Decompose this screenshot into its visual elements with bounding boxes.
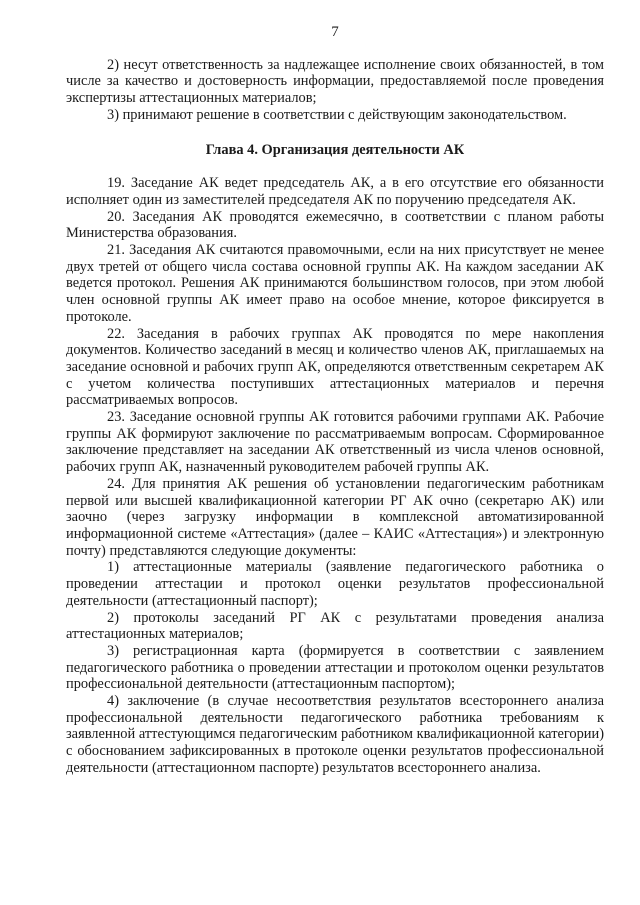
paragraph-top-1: 2) несут ответственность за надлежащее исполнение своих обязанностей, в том числе за качество и достоверность информации, предоставляемой после проведения экспертизы аттестационных материалов;: [66, 56, 604, 107]
list-item-1: 1) аттестационные материалы (заявление педагогического работника о проведении аттестации и протокол оценки результатов профессиональной деятельности (аттестационный паспорт);: [66, 559, 604, 609]
chapter-title: Глава 4. Организация деятельности АК: [205, 141, 465, 158]
paragraph-19: 19. Заседание АК ведет председатель АК, а в его отсутствие его обязанности исполняет один из заместителей председателя АК по поручению председателя АК.: [66, 175, 604, 208]
paragraph-22: 22. Заседания в рабочих группах АК проводятся по мере накопления документов. Количество заседаний в месяц и количество членов АК, приглашаемых на заседание основной и рабочих групп АК, определяются ответственным секретарем АК с учетом количества поступивших аттестационных материалов и перечня рассматриваемых вопросов.: [66, 325, 604, 409]
list-item-2: 2) протоколы заседаний РГ АК с результатами проведения анализа аттестационных материалов;: [66, 609, 604, 643]
paragraph-23: 23. Заседание основной группы АК готовится рабочими группами АК. Рабочие группы АК формируют заключение по рассматриваемым вопросам. Сформированное заключение представляет на заседании АК ответственный из числа членов основной, рабочих групп АК, назначенный руководителем рабочей группы АК.: [66, 409, 604, 476]
paragraph-top-2: 3) принимают решение в соответствии с действующим законодательством.: [107, 106, 567, 123]
list-item-4: 4) заключение (в случае несоответствия результатов всестороннего анализа профессиональной деятельности педагогического работника требованиям к заявленной аттестующимся педагогическим работником квалификационной категории) с обоснованием зафиксированных в протоколе оценки результатов профессиональной деятельности (аттестационном паспорте) результатов всестороннего анализа.: [66, 693, 604, 776]
paragraph-20: 20. Заседания АК проводятся ежемесячно, в соответствии с планом работы Министерства образования.: [66, 208, 604, 242]
paragraph-21: 21. Заседания АК считаются правомочными, если на них присутствует не менее двух третей от общего числа состава основной группы АК. На каждом заседании АК ведется протокол. Решения АК принимаются большинством голосов, при этом любой член основной группы АК имеет право на особое мнение, которое фиксируется в протоколе.: [66, 242, 604, 325]
paragraph-24: 24. Для принятия АК решения об установлении педагогическим работникам первой или высшей квалификационной категории РГ АК очно (секретарю АК) или заочно (через загрузку информации в комплексной автоматизированной информационной системе «Аттестация» (далее – КАИС «Аттестация») и электронную почту) представляются следующие документы:: [66, 475, 604, 559]
page-number: 7: [331, 24, 339, 40]
list-item-3: 3) регистрационная карта (формируется в соответствии с заявлением педагогического работника о проведении аттестации и протоколом оценки результатов профессиональной деятельности (аттестационным паспортом);: [66, 642, 604, 693]
